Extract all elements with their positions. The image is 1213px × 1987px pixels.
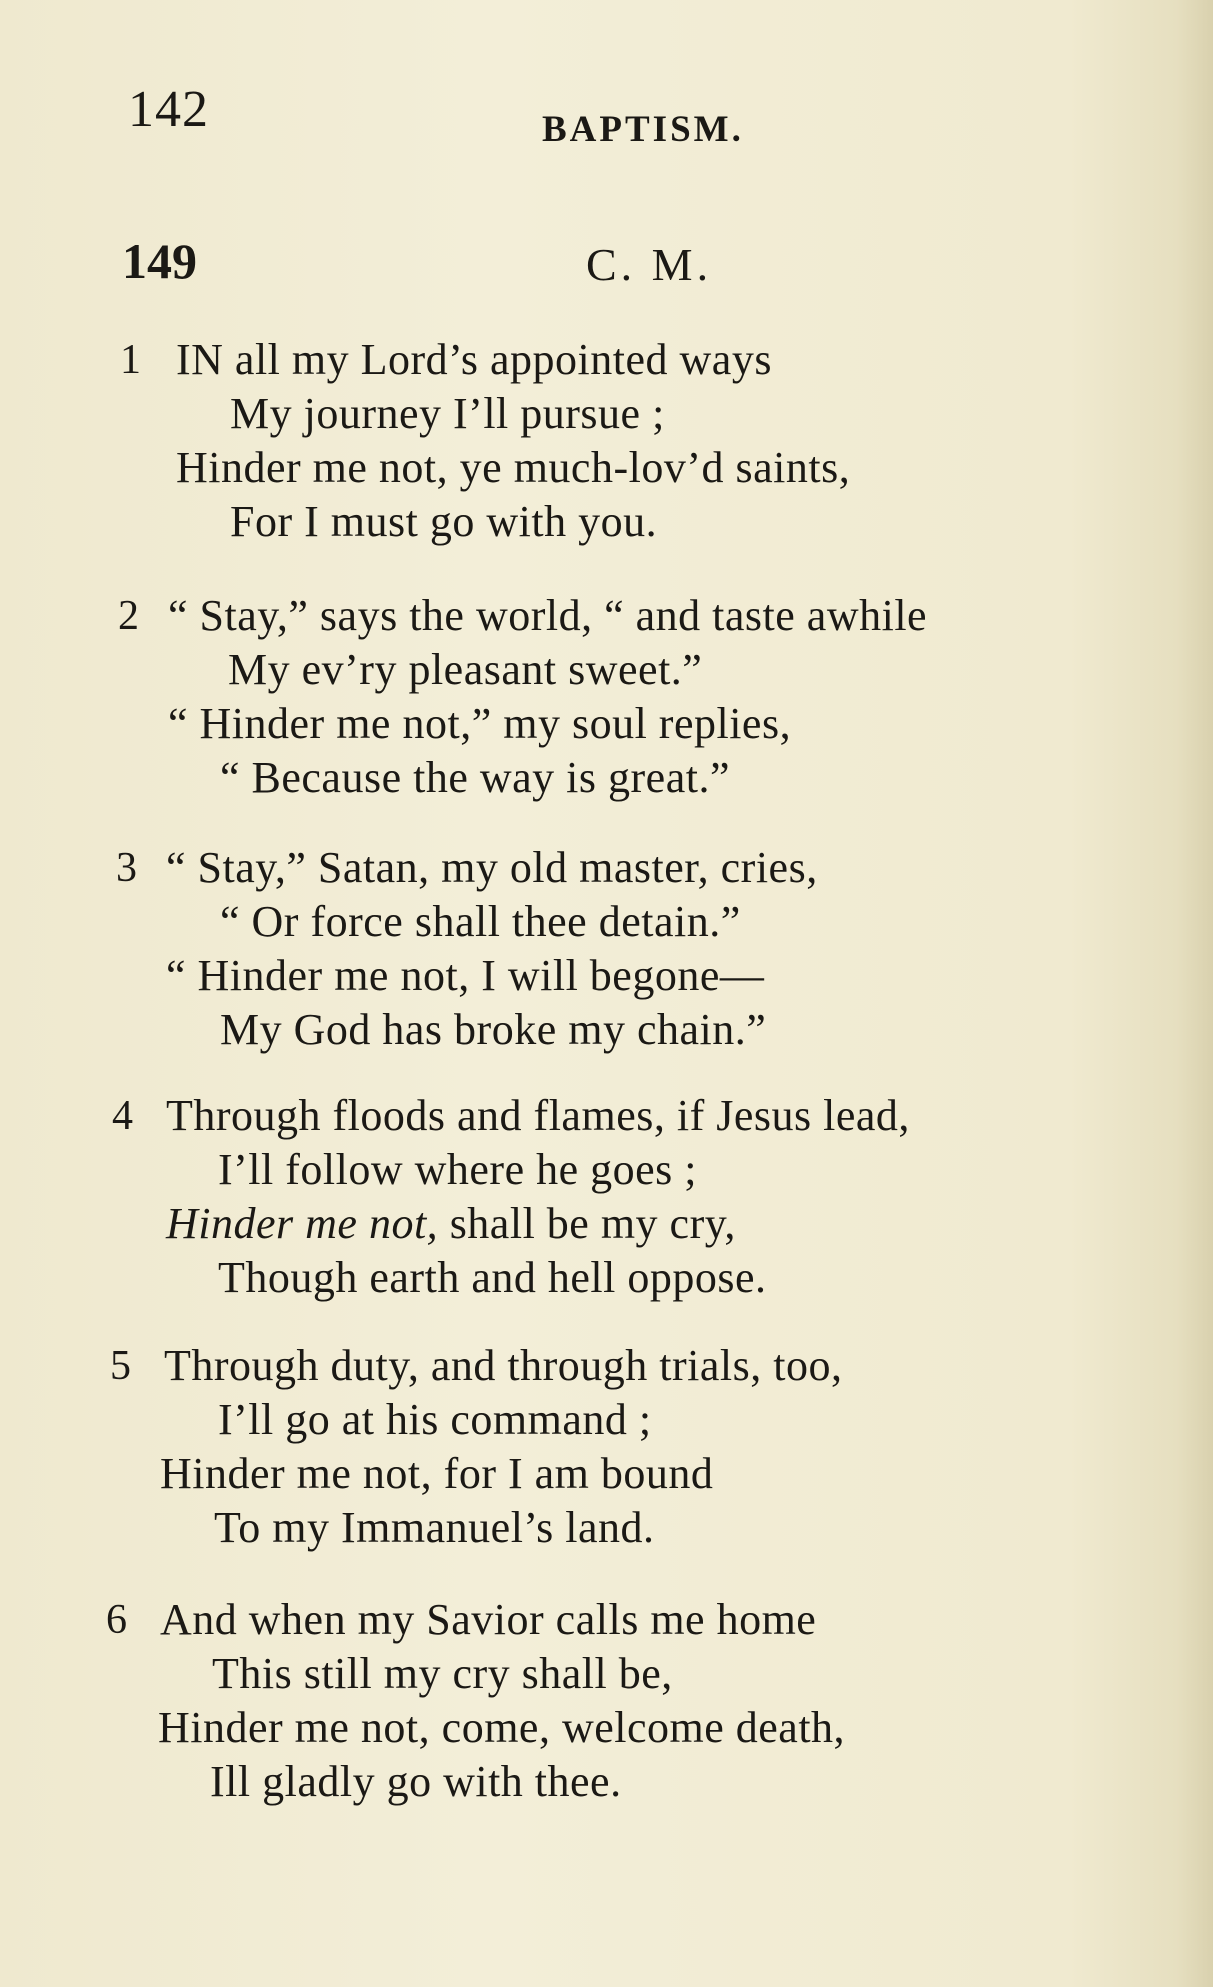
verse-line: I’ll follow where he goes ;	[218, 1145, 698, 1194]
verse-number: 1	[120, 337, 141, 383]
verse-line: “ Hinder me not, I will begone—	[166, 951, 765, 1000]
verse-line: “ Hinder me not,” my soul replies,	[168, 699, 792, 748]
hymn-number: 149	[122, 233, 197, 289]
hymn-meter: C. M.	[586, 239, 713, 290]
section-title: BAPTISM.	[542, 109, 744, 150]
verse-line: For I must go with you.	[230, 497, 658, 546]
verse-line: Hinder me not, for I am bound	[160, 1449, 714, 1498]
verse-line-composite	[166, 1198, 736, 1250]
verse-line: To my Immanuel’s land.	[214, 1503, 655, 1552]
verse-line: Though earth and hell oppose.	[218, 1253, 767, 1302]
verse-line: Hinder me not, come, welcome death,	[158, 1703, 846, 1752]
verse-line: I’ll go at his command ;	[218, 1395, 652, 1444]
verse-number: 4	[112, 1093, 133, 1139]
italic-phrase: Hinder me not,	[166, 1199, 439, 1248]
verse-line: Ill gladly go with thee.	[210, 1757, 622, 1806]
verse-line: My ev’ry pleasant sweet.”	[228, 645, 703, 694]
verse-line: “ Because the way is great.”	[220, 753, 730, 802]
verse-number: 6	[106, 1597, 127, 1643]
verse-line: IN all my Lord’s appointed ways	[176, 335, 772, 384]
verse-line: “ Stay,” Satan, my old master, cries,	[166, 843, 818, 892]
verse-line: My God has broke my chain.”	[220, 1005, 767, 1054]
verse-number: 5	[110, 1343, 131, 1389]
verse-number: 3	[116, 845, 137, 891]
page-number: 142	[128, 81, 209, 138]
line-rest: shall be my cry,	[438, 1199, 736, 1248]
verse-number: 2	[118, 593, 139, 639]
verse-line: And when my Savior calls me home	[160, 1595, 817, 1644]
verse-line: My journey I’ll pursue ;	[230, 389, 665, 438]
verse-line: Through duty, and through trials, too,	[164, 1341, 843, 1390]
verse-line: Through floods and flames, if Jesus lead,	[166, 1091, 910, 1140]
verse-line: “ Stay,” says the world, “ and taste awhile	[168, 591, 928, 640]
verse-line: This still my cry shall be,	[212, 1649, 673, 1698]
verse-line: “ Or force shall thee detain.”	[220, 897, 741, 946]
verse-line: Hinder me not, ye much-lov’d saints,	[176, 443, 851, 492]
